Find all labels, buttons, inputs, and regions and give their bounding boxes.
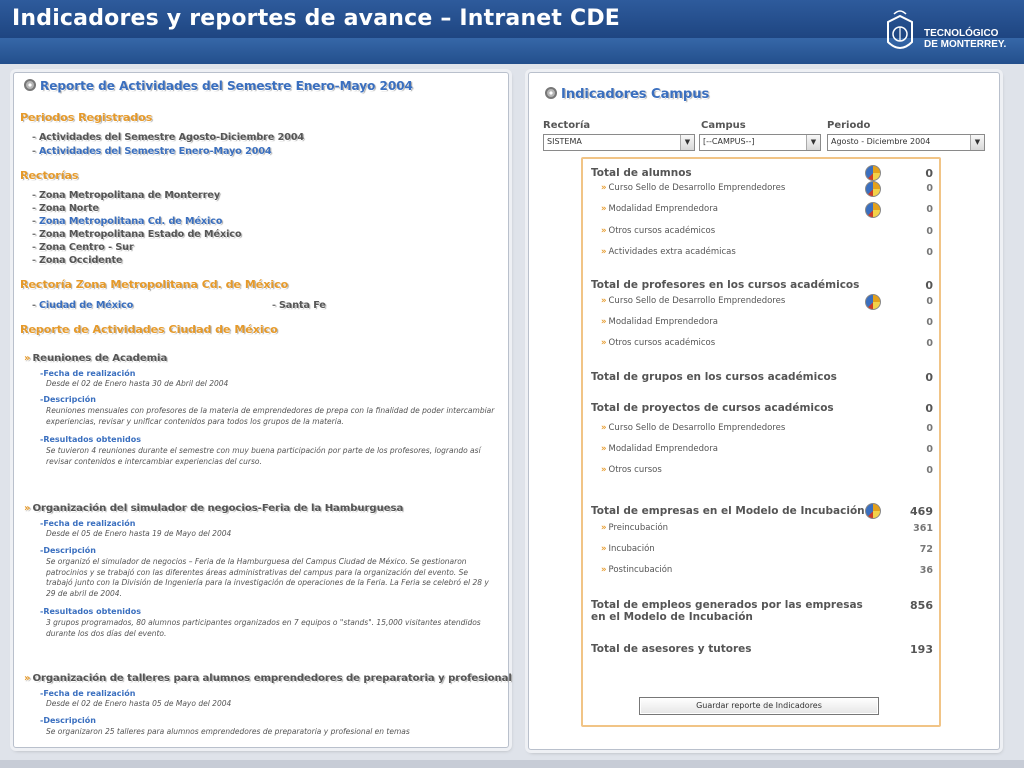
periodo-link[interactable]: - Actividades del Semestre Enero-Mayo 2004 [32, 146, 272, 157]
descripcion-text: Se organizaron 25 talleres para alumnos emprendedores de preparatoria y profesional en temas [46, 727, 410, 736]
double-chevron-icon: » [601, 296, 607, 306]
chevron-down-icon[interactable]: ▼ [680, 135, 694, 150]
logo-line-1: TECNOLÓGICO [924, 28, 999, 39]
fecha-text: Desde el 05 de Enero hasta 19 de Mayo del 2004 [46, 529, 232, 538]
periodo-link[interactable]: - Actividades del Semestre Agosto-Diciembre 2004 [32, 132, 305, 143]
indicator-value: 0 [925, 167, 933, 180]
campus-link[interactable]: - Ciudad de México [32, 300, 134, 311]
report-title-text: Reporte de Actividades del Semestre Enero-Mayo 2004 [40, 79, 413, 93]
indicator-label [601, 296, 785, 306]
campus-select[interactable] [699, 134, 821, 151]
rectoria-link[interactable]: - Zona Occidente [32, 255, 123, 266]
periodos-heading: Periodos Registrados [20, 111, 153, 124]
periodo-select-value: Agosto - Diciembre 2004 [831, 137, 931, 146]
fecha-text: Desde el 02 de Enero hasta 30 de Abril del 2004 [46, 379, 229, 388]
descripcion-label: -Descripción [40, 395, 96, 404]
double-chevron-icon: » [601, 226, 607, 236]
save-report-button[interactable]: Guardar reporte de Indicadores [639, 697, 879, 715]
indicator-sub-row [591, 523, 935, 539]
indicator-label [601, 465, 662, 475]
tec-logo [878, 6, 1018, 58]
indicator-label-text: Preincubación [608, 523, 669, 533]
indicator-value: 469 [910, 505, 933, 518]
indicator-label-text: Otros cursos académicos [608, 226, 716, 236]
indicators-title-text: Indicadores Campus [561, 87, 710, 102]
campus-link[interactable]: - Santa Fe [272, 300, 326, 311]
indicator-total-row [591, 279, 935, 295]
rectoria-link[interactable]: - Zona Metropolitana Cd. de México [32, 216, 223, 227]
indicator-value: 0 [926, 204, 933, 215]
indicator-label [591, 167, 692, 179]
rectorias-heading: Rectorías [20, 169, 79, 182]
indicator-total-row [591, 643, 935, 659]
tec-seal-icon [882, 8, 918, 56]
indicator-label-text: Incubación [608, 544, 655, 554]
indicator-label [591, 371, 837, 383]
activity-title: » Organización de talleres para alumnos emprendedores de preparatoria y profesional [24, 673, 512, 684]
fecha-text: Desde el 02 de Enero hasta 05 de Mayo del 2004 [46, 699, 232, 708]
indicator-total-row [591, 371, 935, 387]
indicators-title [545, 87, 709, 102]
indicator-label [601, 544, 655, 554]
double-chevron-icon: » [601, 465, 607, 475]
indicator-sub-row [591, 296, 935, 312]
pie-chart-icon[interactable] [865, 181, 881, 197]
indicator-value: 0 [925, 402, 933, 415]
pie-chart-icon[interactable] [865, 165, 881, 181]
rectoria-link[interactable]: - Zona Norte [32, 203, 99, 214]
resultados-label: -Resultados obtenidos [40, 607, 141, 616]
indicator-label-text: Modalidad Emprendedora [608, 444, 718, 454]
indicator-total-row [591, 402, 935, 418]
indicator-label-text: Total de profesores en los cursos académicos [591, 279, 860, 291]
campus-select-value: [--CAMPUS--] [703, 137, 755, 146]
activity-title: » Organización del simulador de negocios-Feria de la Hamburguesa [24, 503, 404, 514]
double-chevron-icon: » [601, 523, 607, 533]
circle-bullet-icon [545, 87, 557, 99]
indicator-label [591, 643, 752, 655]
indicator-label-text-line2: en el Modelo de Incubación [591, 611, 753, 623]
indicator-label [601, 317, 718, 327]
fecha-label: -Fecha de realización [40, 689, 136, 698]
campus-label: Campus [701, 120, 746, 131]
indicator-label [601, 183, 785, 193]
indicator-value: 0 [926, 226, 933, 237]
indicator-value: 0 [926, 338, 933, 349]
indicator-sub-row [591, 544, 935, 560]
double-chevron-icon: » [601, 444, 607, 454]
logo-line-2: DE MONTERREY. [924, 39, 1007, 50]
indicator-label-text: Total de alumnos [591, 167, 692, 179]
rectoria-select[interactable] [543, 134, 695, 151]
descripcion-label: -Descripción [40, 546, 96, 555]
rectoria-link[interactable]: - Zona Metropolitana de Monterrey [32, 190, 221, 201]
indicator-label-text: Total de asesores y tutores [591, 643, 752, 655]
double-chevron-icon: » [601, 544, 607, 554]
rectoria-link[interactable]: - Zona Metropolitana Estado de México [32, 229, 242, 240]
bottom-strip [0, 760, 1024, 768]
indicator-sub-row [591, 465, 935, 481]
periodo-select[interactable] [827, 134, 985, 151]
indicator-sub-row [591, 565, 935, 581]
pie-chart-icon[interactable] [865, 503, 881, 519]
indicator-sub-row [591, 204, 935, 220]
double-chevron-icon: » [601, 565, 607, 575]
double-chevron-icon: » [601, 338, 607, 348]
indicator-label [591, 279, 859, 291]
indicator-total-row [591, 167, 935, 183]
indicator-sub-row [591, 226, 935, 242]
indicator-label [591, 402, 834, 414]
indicator-sub-row [591, 183, 935, 199]
indicator-value: 0 [925, 279, 933, 292]
indicator-value: 0 [926, 423, 933, 434]
fecha-label: -Fecha de realización [40, 519, 136, 528]
indicator-label-text: Total de empresas en el Modelo de Incubación [591, 505, 865, 517]
double-chevron-icon: » [24, 673, 31, 684]
pie-chart-icon[interactable] [865, 294, 881, 310]
indicator-value: 0 [926, 296, 933, 307]
indicator-value: 72 [919, 544, 933, 555]
indicator-label [601, 226, 715, 236]
indicator-value: 0 [926, 247, 933, 258]
indicator-label-text: Actividades extra académicas [608, 247, 736, 257]
indicator-value: 856 [910, 599, 933, 612]
activity-report-panel [13, 72, 512, 748]
indicator-label [601, 204, 718, 214]
indicator-label [591, 599, 863, 623]
indicator-label [601, 423, 785, 433]
logo-text [924, 28, 1006, 50]
indicator-value: 0 [926, 444, 933, 455]
indicator-sub-row [591, 317, 935, 333]
indicator-value: 0 [925, 371, 933, 384]
indicator-label [591, 505, 865, 517]
indicator-total-row [591, 599, 935, 623]
double-chevron-icon: » [24, 353, 31, 364]
activity-title: » Reuniones de Academia [24, 353, 168, 364]
indicator-label [601, 247, 736, 257]
indicators-panel [528, 72, 1000, 750]
indicator-value: 0 [926, 317, 933, 328]
indicator-label [601, 523, 668, 533]
indicator-sub-row [591, 444, 935, 460]
chevron-down-icon[interactable]: ▼ [970, 135, 984, 150]
indicator-label-text: Otros cursos [608, 465, 662, 475]
indicator-total-row [591, 505, 935, 521]
indicator-label-text: Total de grupos en los cursos académicos [591, 371, 837, 383]
descripcion-text: Reuniones mensuales con profesores de la materia de emprendedores de prepa con la finalidad de poder intercambiar experiencias, revisar y unificar contenidos para todos los grupos de la materia. [46, 406, 495, 426]
rectoria-label: Rectoría [543, 120, 591, 131]
report-title [24, 79, 413, 93]
double-chevron-icon: » [24, 503, 31, 514]
indicator-label-text: Total de empleos generados por las empresas [591, 599, 863, 611]
chevron-down-icon[interactable]: ▼ [806, 135, 820, 150]
resultados-text: Se tuvieron 4 reuniones durante el semestre con muy buena participación por parte de los profesores, logrando así revisar contenidos e intercambiar experiencias del curso. [46, 446, 481, 466]
pie-chart-icon[interactable] [865, 202, 881, 218]
rectoria-select-value: SISTEMA [547, 137, 582, 146]
header-band [0, 38, 1024, 64]
indicator-label-text: Modalidad Emprendedora [608, 204, 718, 214]
page-title: Indicadores y reportes de avance – Intranet CDE [12, 6, 621, 31]
double-chevron-icon: » [601, 317, 607, 327]
indicator-label-text: Total de proyectos de cursos académicos [591, 402, 834, 414]
resultados-label: -Resultados obtenidos [40, 435, 141, 444]
indicator-label-text: Curso Sello de Desarrollo Emprendedores [608, 183, 786, 193]
double-chevron-icon: » [601, 204, 607, 214]
header-bar [0, 0, 1024, 64]
double-chevron-icon: » [601, 247, 607, 257]
indicator-value: 0 [926, 183, 933, 194]
periodo-label: Periodo [827, 120, 871, 131]
rectoria-zona-heading: Rectoría Zona Metropolitana Cd. de México [20, 278, 289, 291]
indicator-label-text: Modalidad Emprendedora [608, 317, 718, 327]
indicator-value: 0 [926, 465, 933, 476]
indicator-label-text: Otros cursos académicos [608, 338, 716, 348]
fecha-label: -Fecha de realización [40, 369, 136, 378]
indicator-value: 193 [910, 643, 933, 656]
indicator-label-text: Curso Sello de Desarrollo Emprendedores [608, 423, 786, 433]
indicator-label-text: Curso Sello de Desarrollo Emprendedores [608, 296, 786, 306]
indicator-label [601, 338, 715, 348]
double-chevron-icon: » [601, 183, 607, 193]
indicator-sub-row [591, 338, 935, 354]
indicator-value: 361 [913, 523, 933, 534]
indicator-label-text: Postincubación [608, 565, 673, 575]
indicator-label [601, 565, 672, 575]
rectoria-link[interactable]: - Zona Centro - Sur [32, 242, 134, 253]
descripcion-text: Se organizó el simulador de negocios – Feria de la Hamburguesa del Campus Ciudad de México. Se gestionaron patrocinios y se trabajó con las diferentes áreas administrativas del campus para la organización del evento. Se trabajó junto con la División de Ingeniería para la investigación de operaciones de la Feria. La Feria se celebró el 28 y 29 de abril de 2004. [46, 557, 489, 598]
indicators-box [581, 157, 941, 727]
indicator-sub-row [591, 247, 935, 263]
resultados-text: 3 grupos programados, 80 alumnos participantes organizados en 7 equipos o "stands". 15,000 visitantes atendidos durante los dos días del evento. [46, 618, 481, 638]
indicator-label [601, 444, 718, 454]
reporte-heading: Reporte de Actividades Ciudad de México [20, 323, 278, 336]
indicator-value: 36 [919, 565, 933, 576]
double-chevron-icon: » [601, 423, 607, 433]
descripcion-label: -Descripción [40, 716, 96, 725]
indicator-sub-row [591, 423, 935, 439]
circle-bullet-icon [24, 79, 36, 91]
